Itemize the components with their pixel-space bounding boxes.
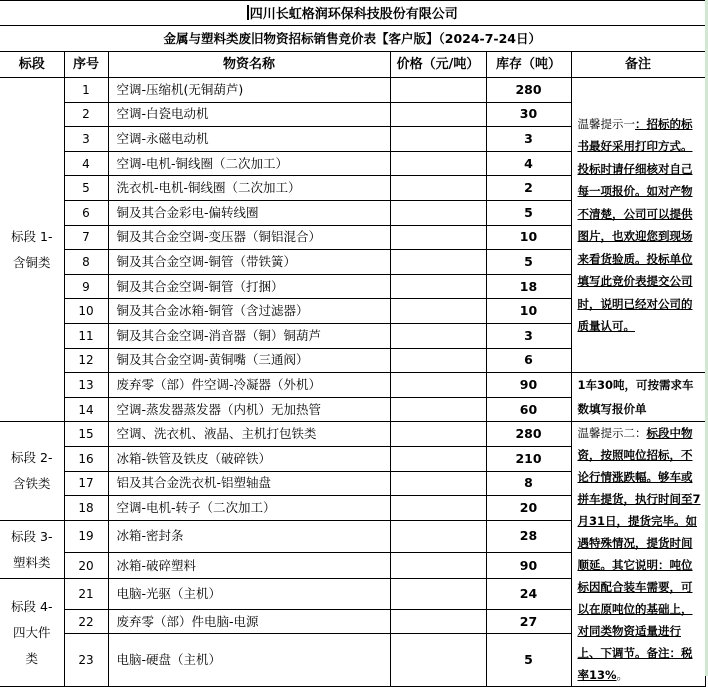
stock-value[interactable]: 3 — [486, 323, 571, 348]
price-input[interactable] — [390, 176, 486, 201]
row-no[interactable]: 3 — [64, 127, 108, 152]
price-input[interactable] — [390, 225, 486, 250]
price-input[interactable] — [390, 422, 486, 447]
stock-value[interactable]: 18 — [486, 274, 571, 299]
remark-2-text: 1车30吨，可按需求车数填写报价单 — [577, 378, 694, 417]
stock-value[interactable]: 90 — [486, 373, 571, 398]
price-input[interactable] — [390, 579, 486, 609]
remark-3-prefix: 温馨提示二： — [577, 426, 647, 441]
item-name[interactable]: 空调-电机-转子（二次加工） — [108, 496, 390, 521]
section-label: 标段 2- — [11, 450, 53, 465]
row-no[interactable]: 21 — [64, 579, 108, 609]
item-name[interactable]: 废弃零（部）件空调-冷凝器（外机） — [108, 373, 390, 398]
row-no[interactable]: 14 — [64, 397, 108, 422]
price-input[interactable] — [390, 496, 486, 521]
remark-3-body: 标段中物资，按照吨位招标，不论行情涨跌幅。够车或拼车提货，执行时间至7月31日，提货完毕。如遇特殊情况，提货时间顺延。其它说明：吨位标因配合装车需要，可以在原吨位的基础上，对同类物资适量进行上、下调节。备注：税率13% — [577, 426, 701, 683]
item-name[interactable]: 废弃零（部）件电脑-电源 — [108, 609, 390, 634]
col-header-name[interactable]: 物资名称 — [108, 52, 390, 78]
sheet-title-cell[interactable] — [0, 26, 705, 52]
price-input[interactable] — [390, 373, 486, 398]
item-name[interactable]: 空调-永磁电动机 — [108, 127, 390, 152]
section-label: 含铜类 — [12, 254, 51, 270]
remark-1-prefix: 温馨提示一 — [577, 116, 635, 131]
stock-value[interactable]: 24 — [486, 579, 571, 609]
section-1-cell[interactable] — [0, 78, 64, 422]
price-input[interactable] — [390, 520, 486, 552]
stock-value[interactable]: 28 — [486, 520, 571, 552]
row-no[interactable]: 16 — [64, 446, 108, 471]
row-no[interactable]: 9 — [64, 274, 108, 299]
price-input[interactable] — [390, 323, 486, 348]
item-name[interactable]: 冰箱-铁管及铁皮（破碎铁） — [108, 446, 390, 471]
row-no[interactable]: 15 — [64, 422, 108, 447]
section-label: 标段 3- — [11, 528, 53, 544]
section-label: 类 — [25, 650, 38, 666]
stock-value[interactable]: 10 — [486, 299, 571, 324]
col-header-stock[interactable]: 库存（吨） — [486, 52, 571, 78]
item-name[interactable]: 铜及其合金冰箱-铜管（含过滤器） — [108, 299, 390, 324]
price-input[interactable] — [390, 397, 486, 422]
remark-3-tail: 。 — [616, 668, 629, 683]
price-input[interactable] — [390, 552, 486, 579]
stock-value[interactable]: 280 — [486, 422, 571, 447]
stock-value[interactable]: 8 — [486, 471, 571, 496]
remark-1-body: ：招标的标书最好采用打印方式。投标时请仔细核对自己每一项报价。如对产物不清楚，公司可以提供图片，也欢迎您到现场来看货验质。投标单位填写此竞价表提交公司时，说明已经对公司的质量认可。 — [577, 116, 693, 334]
remark-2-cell[interactable] — [571, 373, 705, 422]
price-input[interactable] — [390, 200, 486, 225]
col-header-price[interactable]: 价格（元/吨） — [390, 52, 486, 78]
section-label: 标段 4- — [11, 598, 53, 614]
item-name[interactable]: 铜及其合金空调-黄铜嘴（三通阀） — [108, 348, 390, 373]
item-name[interactable]: 洗衣机-电机-铜线圈（二次加工） — [108, 176, 390, 201]
text-cursor — [247, 5, 249, 20]
table-row — [0, 373, 705, 398]
section-label: 四大件 — [12, 624, 51, 640]
item-name[interactable]: 铜及其合金空调-消音器（铜）铜葫芦 — [108, 323, 390, 348]
row-no[interactable]: 13 — [64, 373, 108, 398]
section-label: 标段 1- — [11, 228, 53, 244]
row-no[interactable]: 23 — [64, 634, 108, 687]
sheet-title: 金属与塑料类废旧物资招标销售竞价表【客户版】（2024-7-24日） — [163, 30, 542, 46]
remark-1-cell[interactable] — [571, 78, 705, 373]
row-no[interactable]: 20 — [64, 552, 108, 579]
price-input[interactable] — [390, 634, 486, 687]
item-name[interactable]: 电脑-光驱（主机） — [108, 579, 390, 609]
stock-value[interactable]: 27 — [486, 609, 571, 634]
stock-value[interactable]: 5 — [486, 634, 571, 687]
price-input[interactable] — [390, 151, 486, 176]
item-name[interactable]: 空调-电机-铜线圈（二次加工） — [108, 151, 390, 176]
row-no[interactable]: 2 — [64, 102, 108, 127]
item-name[interactable]: 铜及其合金彩电-偏转线圈 — [108, 200, 390, 225]
section-3-cell[interactable] — [0, 520, 64, 579]
stock-value[interactable]: 10 — [486, 225, 571, 250]
row-no[interactable]: 17 — [64, 471, 108, 496]
stock-value[interactable]: 30 — [486, 102, 571, 127]
price-input[interactable] — [390, 78, 486, 103]
row-no[interactable]: 22 — [64, 609, 108, 634]
item-name[interactable]: 空调-白瓷电动机 — [108, 102, 390, 127]
item-name[interactable]: 铜及其合金空调-变压器（铜铝混合） — [108, 225, 390, 250]
stock-value[interactable]: 5 — [486, 250, 571, 275]
row-no[interactable]: 19 — [64, 520, 108, 552]
row-no[interactable]: 10 — [64, 299, 108, 324]
row-no[interactable]: 18 — [64, 496, 108, 521]
price-input[interactable] — [390, 348, 486, 373]
section-4-cell[interactable] — [0, 579, 64, 687]
col-header-section[interactable]: 标段 — [0, 52, 64, 78]
stock-value[interactable]: 90 — [486, 552, 571, 579]
price-input[interactable] — [390, 127, 486, 152]
col-header-no[interactable]: 序号 — [64, 52, 108, 78]
stock-value[interactable]: 20 — [486, 496, 571, 521]
row-no[interactable]: 1 — [64, 78, 108, 103]
remark-3-cell[interactable] — [571, 422, 705, 687]
item-name[interactable]: 铝及其合金洗衣机-铝塑轴盘 — [108, 471, 390, 496]
section-2-cell[interactable] — [0, 422, 64, 520]
row-no[interactable]: 12 — [64, 348, 108, 373]
price-input[interactable] — [390, 446, 486, 471]
item-name[interactable]: 空调-蒸发器蒸发器（内机）无加热管 — [108, 397, 390, 422]
price-input[interactable] — [390, 609, 486, 634]
item-name[interactable]: 电脑-硬盘（主机） — [108, 634, 390, 687]
stock-value[interactable]: 210 — [486, 446, 571, 471]
stock-value[interactable]: 5 — [486, 200, 571, 225]
section-label: 含铁类 — [12, 476, 51, 491]
stock-value[interactable]: 280 — [486, 78, 571, 103]
company-title-cell[interactable] — [0, 1, 705, 26]
row-no[interactable]: 11 — [64, 323, 108, 348]
item-name[interactable]: 冰箱-密封条 — [108, 520, 390, 552]
item-name[interactable]: 空调-压缩机(无铜葫芦) — [108, 78, 390, 103]
table-row — [0, 422, 705, 447]
item-name[interactable]: 冰箱-破碎塑料 — [108, 552, 390, 579]
item-name[interactable]: 铜及其合金空调-铜管（带铁簧） — [108, 250, 390, 275]
item-name[interactable]: 空调、洗衣机、液晶、主机打包铁类 — [108, 422, 390, 447]
price-input[interactable] — [390, 471, 486, 496]
row-no[interactable]: 6 — [64, 200, 108, 225]
stock-value[interactable]: 3 — [486, 127, 571, 152]
row-no[interactable]: 8 — [64, 250, 108, 275]
row-no[interactable]: 4 — [64, 151, 108, 176]
price-input[interactable] — [390, 250, 486, 275]
stock-value[interactable]: 4 — [486, 151, 571, 176]
section-label: 塑料类 — [12, 554, 51, 570]
row-no[interactable]: 7 — [64, 225, 108, 250]
header-row — [0, 52, 705, 78]
stock-value[interactable]: 2 — [486, 176, 571, 201]
price-input[interactable] — [390, 274, 486, 299]
col-header-remark[interactable]: 备注 — [571, 52, 705, 78]
company-title: 四川长虹格润环保科技股份有限公司 — [249, 6, 458, 22]
table-row — [0, 78, 705, 103]
price-input[interactable] — [390, 299, 486, 324]
stock-value[interactable]: 6 — [486, 348, 571, 373]
row-no[interactable]: 5 — [64, 176, 108, 201]
stock-value[interactable]: 60 — [486, 397, 571, 422]
price-input[interactable] — [390, 102, 486, 127]
item-name[interactable]: 铜及其合金空调-铜管（打捆） — [108, 274, 390, 299]
